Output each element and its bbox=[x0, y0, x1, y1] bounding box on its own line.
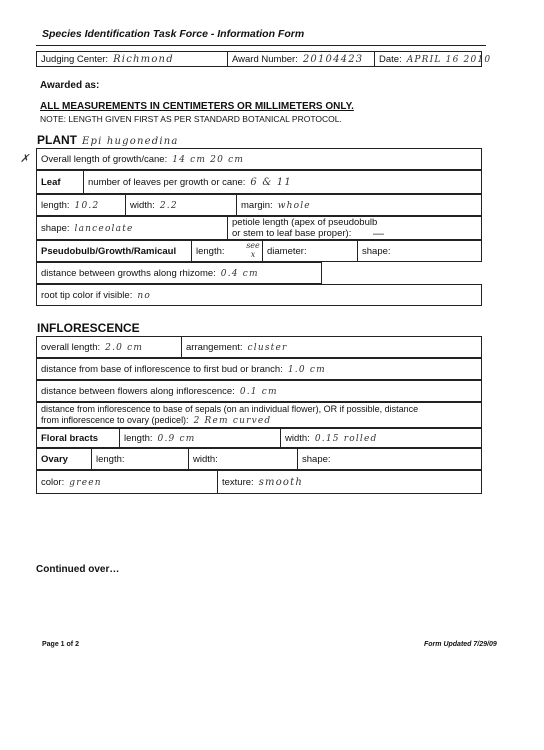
plant-leaf-row bbox=[36, 170, 482, 194]
floral-bracts-label: Floral bracts bbox=[37, 429, 120, 448]
leaf-length-value: 10.2 bbox=[74, 200, 100, 211]
bracts-length-cell[interactable] bbox=[120, 429, 281, 448]
plant-heading bbox=[37, 133, 179, 147]
plant-heading-label: PLANT bbox=[37, 133, 77, 147]
arrangement-cell[interactable] bbox=[182, 337, 482, 358]
leaf-count-cell[interactable] bbox=[84, 171, 482, 194]
infl-overall-value: 2.0 cm bbox=[105, 342, 144, 353]
petiole-cell[interactable] bbox=[228, 217, 482, 240]
leaf-margin-cell[interactable] bbox=[237, 195, 482, 216]
ovary-row bbox=[36, 448, 482, 470]
between-flowers-cell[interactable] bbox=[37, 381, 482, 402]
petiole-value: — bbox=[373, 228, 384, 240]
leaf-width-value: 2.2 bbox=[159, 200, 178, 211]
bracts-width-value: 0.15 rolled bbox=[314, 433, 378, 444]
between-flowers-row bbox=[36, 380, 482, 402]
page-number: Page 1 of 2 bbox=[42, 641, 79, 648]
floral-bracts-row bbox=[36, 428, 482, 448]
award-number-label: Award Number: bbox=[232, 53, 298, 65]
pseudobulb-shape-cell[interactable] bbox=[358, 241, 482, 262]
date-cell[interactable] bbox=[375, 52, 492, 67]
between-flowers-value: 0.1 cm bbox=[239, 386, 278, 397]
first-bud-row bbox=[36, 358, 482, 380]
diameter-cell[interactable] bbox=[263, 241, 358, 262]
sepals-cell[interactable] bbox=[37, 403, 482, 428]
infl-overall-cell[interactable] bbox=[37, 337, 182, 358]
sepals-row bbox=[36, 402, 482, 428]
plant-overall-row bbox=[36, 148, 482, 170]
leaf-label: Leaf bbox=[37, 171, 84, 194]
root-tip-value: no bbox=[137, 290, 151, 301]
bracts-width-cell[interactable] bbox=[281, 429, 482, 448]
bracts-length-value: 0.9 cm bbox=[157, 433, 196, 444]
award-number-value: 20104423 bbox=[302, 53, 364, 65]
leaf-length-cell[interactable] bbox=[37, 195, 126, 216]
rhizome-distance-value: 0.4 cm bbox=[220, 268, 259, 279]
leaf-count-value: 6 & 11 bbox=[250, 176, 292, 188]
arrangement-value: cluster bbox=[247, 342, 288, 353]
pseudobulb-shape-label: shape: bbox=[362, 245, 391, 257]
leaf-width-label: width: bbox=[130, 199, 155, 211]
color-label: color: bbox=[41, 476, 65, 488]
rhizome-distance-cell[interactable] bbox=[37, 263, 322, 284]
pseudobulb-length-label: length: bbox=[196, 245, 225, 257]
leaf-width-cell[interactable] bbox=[126, 195, 237, 216]
plant-name-value: Epi hugonedina bbox=[82, 136, 179, 147]
leaf-margin-value: whole bbox=[277, 200, 311, 211]
overall-length-value: 14 cm 20 cm bbox=[172, 154, 245, 165]
petiole-label-line-1: petiole length (apex of pseudobulb bbox=[232, 217, 378, 228]
first-bud-value: 1.0 cm bbox=[287, 364, 326, 375]
root-tip-row bbox=[36, 284, 482, 306]
ovary-length-label: length: bbox=[96, 453, 125, 465]
root-tip-cell[interactable] bbox=[37, 285, 482, 306]
infl-overall-label: overall length: bbox=[41, 341, 101, 353]
texture-cell[interactable] bbox=[218, 471, 482, 494]
judging-center-value: Richmond bbox=[113, 53, 174, 65]
diameter-label: diameter: bbox=[267, 245, 307, 257]
arrangement-label: arrangement: bbox=[186, 341, 243, 353]
plant-dimensions-row bbox=[36, 194, 482, 216]
petiole-label-line-2: or stem to leaf base proper): bbox=[232, 228, 352, 239]
margin-check-mark: ✗ bbox=[20, 152, 30, 165]
bracts-length-label: length: bbox=[124, 432, 153, 444]
date-label: Date: bbox=[379, 53, 402, 65]
ovary-label: Ovary bbox=[37, 449, 92, 470]
leaf-shape-value: lanceolate bbox=[74, 223, 134, 234]
pseudobulb-label: Pseudobulb/Growth/Ramicaul bbox=[37, 241, 192, 262]
judging-center-label: Judging Center: bbox=[41, 53, 109, 65]
rhizome-distance-row bbox=[36, 262, 482, 284]
title-rule bbox=[36, 45, 486, 46]
infl-overall-row bbox=[36, 336, 482, 358]
length-protocol-note: NOTE: LENGTH GIVEN FIRST AS PER STANDARD BOTANICAL PROTOCOL. bbox=[40, 114, 342, 124]
leaf-shape-cell[interactable] bbox=[37, 217, 228, 240]
rhizome-distance-label: distance between growths along rhizome: bbox=[41, 267, 216, 279]
first-bud-cell[interactable] bbox=[37, 359, 482, 380]
ovary-shape-label: shape: bbox=[302, 453, 331, 465]
bracts-width-label: width: bbox=[285, 432, 310, 444]
form-updated-date: Form Updated 7/29/09 bbox=[424, 641, 497, 648]
leaf-shape-label: shape: bbox=[41, 222, 70, 234]
overall-length-label: Overall length of growth/cane: bbox=[41, 153, 168, 165]
leaf-length-label: length: bbox=[41, 199, 70, 211]
sepals-value: 2 Rem curved bbox=[193, 415, 272, 426]
ovary-shape-cell[interactable] bbox=[298, 449, 482, 470]
plant-shape-row bbox=[36, 216, 482, 240]
ovary-width-label: width: bbox=[193, 453, 218, 465]
measurement-units-notice: ALL MEASUREMENTS IN CENTIMETERS OR MILLIMETERS ONLY. bbox=[40, 101, 354, 112]
color-value: green bbox=[69, 477, 102, 488]
texture-value: smooth bbox=[258, 476, 304, 488]
ovary-width-cell[interactable] bbox=[189, 449, 298, 470]
award-number-cell[interactable] bbox=[228, 52, 375, 67]
root-tip-label: root tip color if visible: bbox=[41, 289, 133, 301]
date-value: APRIL 16 2010 bbox=[406, 54, 492, 65]
judging-center-cell[interactable] bbox=[37, 52, 228, 67]
first-bud-label: distance from base of inflorescence to first bud or branch: bbox=[41, 363, 283, 375]
overall-length-cell[interactable] bbox=[37, 149, 482, 170]
form-title: Species Identification Task Force - Information Form bbox=[42, 28, 305, 40]
leaf-count-label: number of leaves per growth or cane: bbox=[88, 176, 246, 188]
color-texture-row bbox=[36, 470, 482, 494]
leaf-margin-label: margin: bbox=[241, 199, 273, 211]
inflorescence-heading: INFLORESCENCE bbox=[37, 321, 140, 335]
awarded-as-label: Awarded as: bbox=[40, 80, 100, 91]
continued-over-label: Continued over… bbox=[36, 564, 120, 575]
texture-label: texture: bbox=[222, 476, 254, 488]
header-table bbox=[36, 51, 492, 67]
pseudobulb-length-value: see x bbox=[246, 241, 260, 259]
sepals-label-line-1: distance from inflorescence to base of sepals (on an individual flower), OR if possible, distance bbox=[41, 403, 419, 414]
between-flowers-label: distance between flowers along inflorescence: bbox=[41, 385, 235, 397]
sepals-label-line-2: from inflorescence to ovary (pedicel): bbox=[41, 414, 189, 425]
ovary-length-cell[interactable] bbox=[92, 449, 189, 470]
color-cell[interactable] bbox=[37, 471, 218, 494]
